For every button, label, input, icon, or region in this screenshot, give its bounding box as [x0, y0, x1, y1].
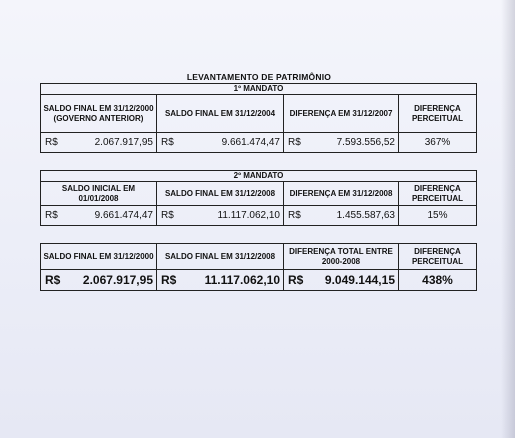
- value-cell: [284, 133, 399, 153]
- currency-symbol: R$: [288, 273, 304, 287]
- header-cell: SALDO FINAL EM 31/12/2000: [41, 244, 157, 270]
- mandate-label: 1º MANDATO: [41, 84, 477, 95]
- currency-symbol: R$: [161, 210, 174, 221]
- value-cell: [41, 270, 157, 291]
- percent-cell: 15%: [399, 206, 477, 226]
- percent-cell: 438%: [399, 270, 477, 291]
- currency-symbol: R$: [161, 273, 177, 287]
- value-cell: [157, 133, 284, 153]
- currency-symbol: R$: [288, 137, 301, 148]
- amount: 11.117.062,10: [204, 273, 280, 287]
- currency-symbol: R$: [288, 210, 301, 221]
- value-cell: [157, 270, 284, 291]
- page-edge-shadow: [501, 0, 515, 438]
- header-cell: SALDO INICIAL EM 01/01/2008: [41, 182, 157, 206]
- header-cell: DIFERENÇA PERCEITUAL: [399, 244, 477, 270]
- header-cell: DIFERENÇA PERCEITUAL: [399, 182, 477, 206]
- header-cell: DIFERENÇA TOTAL ENTRE 2000-2008: [284, 244, 399, 270]
- value-cell: [157, 206, 284, 226]
- header-cell: SALDO FINAL EM 31/12/2000 (GOVERNO ANTERIOR): [41, 95, 157, 133]
- value-cell: [41, 133, 157, 153]
- table-second-mandate: [40, 170, 477, 226]
- percent-cell: 367%: [399, 133, 477, 153]
- amount: 1.455.587,63: [336, 210, 395, 221]
- mandate-label: 2º MANDATO: [41, 171, 477, 182]
- currency-symbol: R$: [45, 210, 58, 221]
- value-cell: [284, 206, 399, 226]
- amount: 9.661.474,47: [94, 210, 153, 221]
- header-cell: DIFERENÇA PERCEITUAL: [399, 95, 477, 133]
- amount: 7.593.556,52: [336, 137, 395, 148]
- amount: 9.661.474,47: [221, 137, 280, 148]
- table-total: [40, 243, 477, 291]
- header-cell: DIFERENÇA EM 31/12/2007: [284, 95, 399, 133]
- header-cell: SALDO FINAL EM 31/12/2004: [157, 95, 284, 133]
- header-cell: SALDO FINAL EM 31/12/2008: [157, 182, 284, 206]
- amount: 2.067.917,95: [94, 137, 153, 148]
- amount: 9.049.144,15: [324, 273, 395, 287]
- table-first-mandate: [40, 83, 477, 153]
- currency-symbol: R$: [45, 137, 58, 148]
- amount: 2.067.917,95: [82, 273, 153, 287]
- amount: 11.117.062,10: [217, 210, 280, 221]
- value-cell: [284, 270, 399, 291]
- document-title: LEVANTAMENTO DE PATRIMÔNIO: [186, 72, 332, 82]
- header-cell: SALDO FINAL EM 31/12/2008: [157, 244, 284, 270]
- header-cell: DIFERENÇA EM 31/12/2008: [284, 182, 399, 206]
- currency-symbol: R$: [45, 273, 61, 287]
- value-cell: [41, 206, 157, 226]
- currency-symbol: R$: [161, 137, 174, 148]
